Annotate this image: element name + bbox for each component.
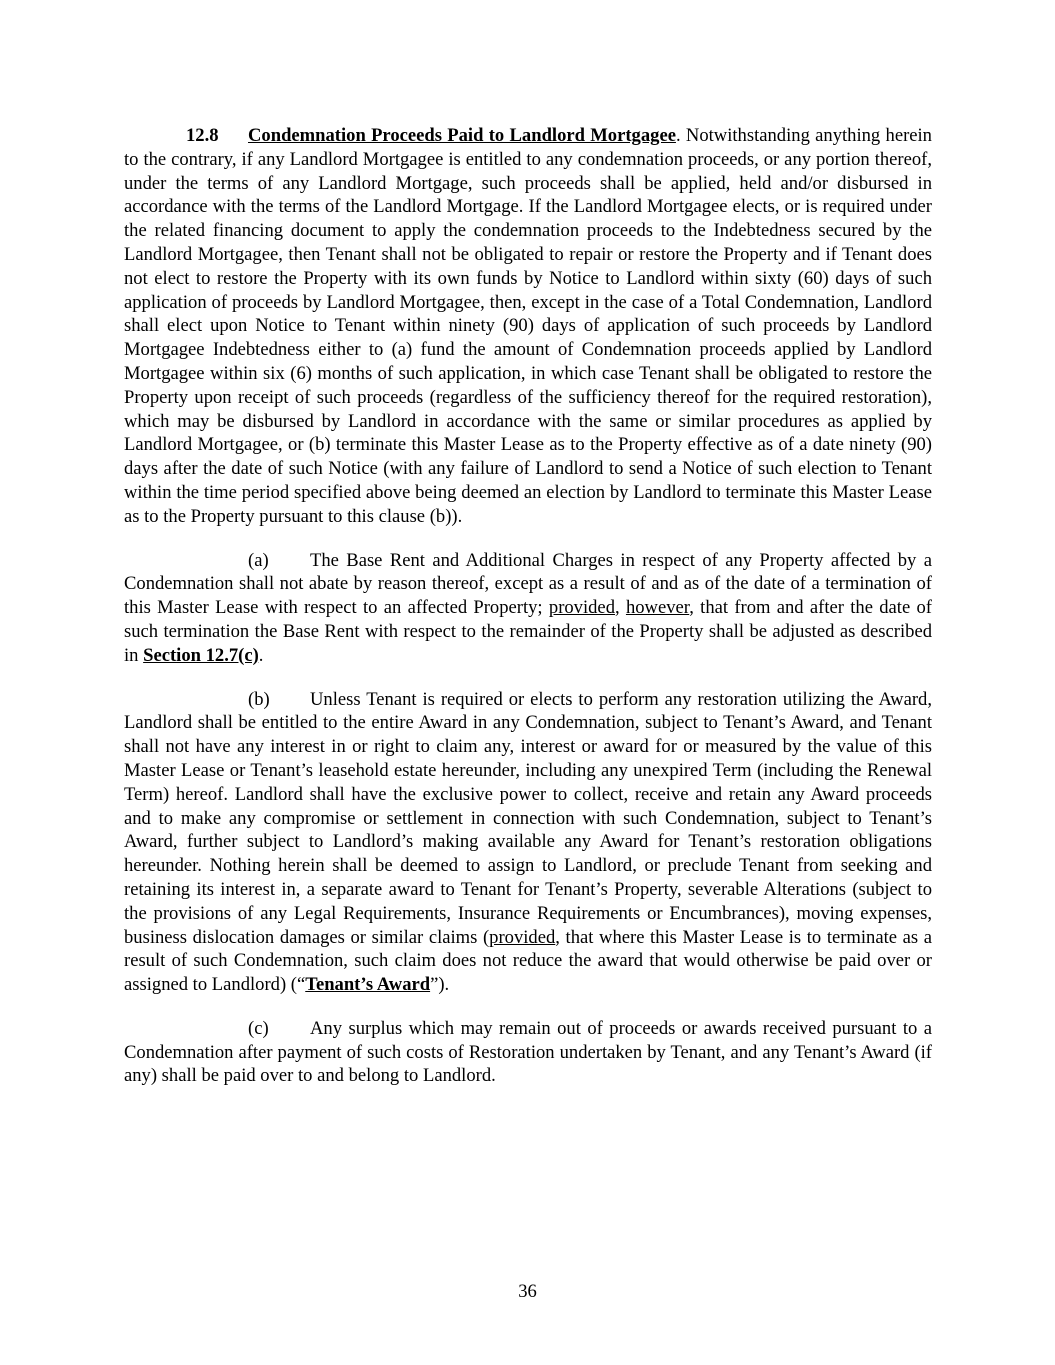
document-page (124, 124, 932, 1088)
clause-b-defined-term: Tenant’s Award (305, 974, 431, 996)
section-number: 12.8 (186, 125, 219, 146)
clause-a-provided: provided (548, 597, 615, 619)
clause-b-paragraph (124, 688, 932, 997)
clause-a-section-reference: Section 12.7(c) (143, 644, 259, 666)
clause-c-paragraph (124, 1017, 932, 1088)
section-title-period: . (675, 125, 681, 146)
page-number: 36 (518, 1281, 537, 1302)
clause-c-text: Any surplus which may remain out of proceeds or awards received pursuant to a Condemnation after payment of such costs of Restoration undertaken by Tenant, and any Tenant’s Award (if any) shall be paid over to and belong to Landlord. (124, 1017, 932, 1087)
section-12-8-paragraph (124, 124, 932, 529)
clause-b-text-2: , that where this Master Lease is to terminate as a result of such Condemnation, such claim does not reduce the award that would otherwise be paid over or assigned to Landlord) (“ (124, 926, 932, 996)
clause-b-label: (b) (248, 688, 270, 710)
clause-a-paragraph (124, 549, 932, 668)
clause-b-provided: provided (489, 926, 556, 948)
clause-c-label: (c) (248, 1017, 269, 1039)
clause-a-text-2: , that from and after the date of such termination the Base Rent with respect to the remainder of the Property shall be adjusted as described in (124, 597, 932, 666)
clause-a-comma: , (615, 597, 626, 619)
clause-a-text-1: The Base Rent and Additional Charges in respect of any Property affected by a Condemnation shall not abate by reason thereof, except as a result of and as of the date of a termination of this Master Lease with respect to an affected Property; (124, 549, 932, 619)
clause-a-however: however (625, 597, 690, 619)
section-body: Notwithstanding anything herein to the contrary, if any Landlord Mortgagee is entitled to any condemnation proceeds, or any portion thereof, under the terms of any Landlord Mortgage, such proceeds shall be applied, held and/or disbursed in accordance with the terms of the Landlord Mortgage. If the Landlord Mortgagee elects, or is required under the related financing document to apply the condemnation proceeds to the Indebtedness secured by the Landlord Mortgagee, then Tenant shall not be obligated to repair or restore the Property and if Tenant does not elect to restore the Property with its own funds by Notice to Landlord within sixty (60) days of such application of proceeds by Landlord Mortgagee, then, except in the case of a Total Condemnation, Landlord shall elect upon Notice to Tenant within ninety (90) days of application of such proceeds by Landlord Mortgagee Indebtedness either to (a) fund the amount of Condemnation proceeds applied by Landlord Mortgagee within six (6) months of such application, in which case Tenant shall be obligated to restore the Property upon receipt of such proceeds (regardless of the sufficiency thereof for the required restoration), which may be disbursed by Landlord in accordance with the same or similar procedures as applied by Landlord Mortgagee, or (b) terminate this Master Lease as to the Property effective as of a date ninety (90) days after the date of such Notice (with any failure of Landlord to send a Notice of such election to Tenant within the time period specified above being deemed an election by Landlord to terminate this Master Lease as to the Property pursuant to this clause (b)). (124, 125, 932, 527)
clause-b-text-1: Unless Tenant is required or elects to perform any restoration utilizing the Award, Landlord shall be entitled to the entire Award in any Condemnation, subject to Tenant’s Award, and Tenant shall not have any interest in or right to claim any, interest or award for or measured by the value of this Master Lease or Tenant’s leasehold estate hereunder, including any unexpired Term (including the Renewal Term) hereof. Landlord shall have the exclusive power to collect, receive and retain any Award proceeds and to make any compromise or settlement in connection with such Condemnation, subject to Tenant’s Award, further subject to Landlord’s making available any Award for Tenant’s restoration obligations hereunder. Nothing herein shall be deemed to assign to Landlord, or preclude Tenant from seeking and retaining its interest in, a separate award to Tenant for Tenant’s Property, severable Alterations (subject to the provisions of any Legal Requirements, Insurance Requirements or Encumbrances), moving expenses, business dislocation damages or similar claims ( (124, 688, 932, 948)
clause-b-text-3: ”). (430, 974, 450, 996)
clause-a-label: (a) (248, 549, 269, 571)
clause-a-text-3: . (258, 644, 264, 666)
section-title: Condemnation Proceeds Paid to Landlord Mortgagee (248, 125, 676, 146)
